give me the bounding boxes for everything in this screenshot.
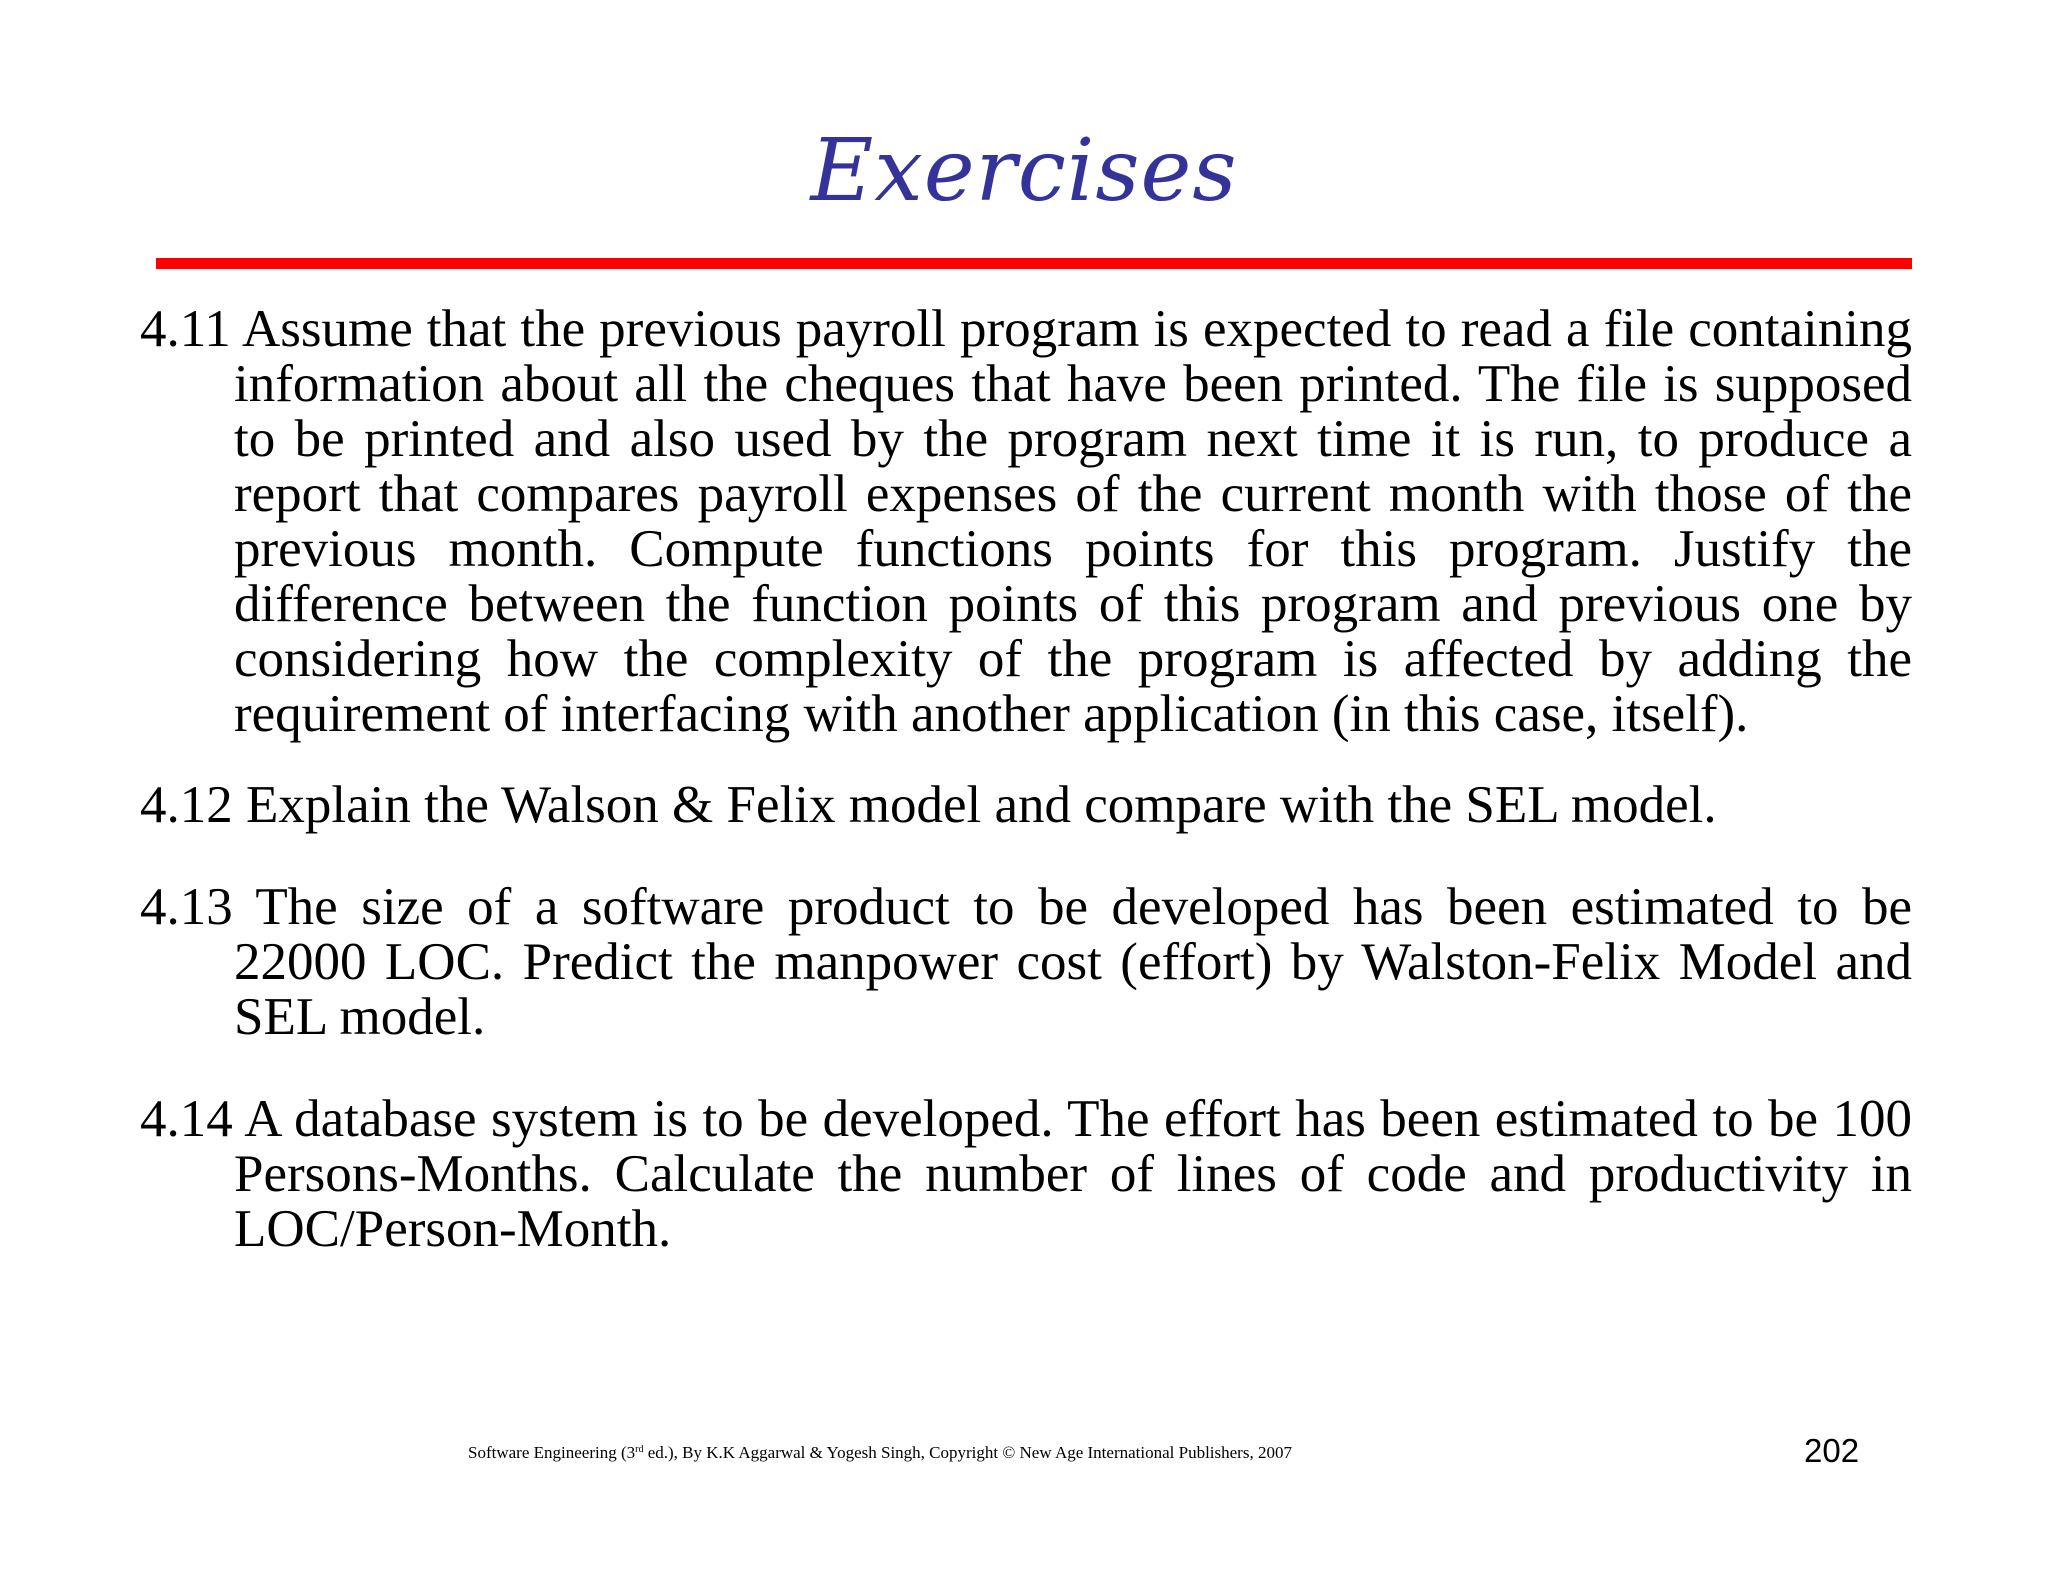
exercise-4-14 — [140, 1092, 1912, 1257]
exercise-text: Explain the Walson & Felix model and compare with the SEL model. — [246, 776, 1717, 834]
exercise-text: A database system is to be developed. The effort has been estimated to be 100 Persons-Months. Calculate the number of lines of code and productivity in LOC/Person-Month. — [234, 1090, 1912, 1258]
slide-title: Exercises — [810, 121, 1238, 221]
page-number: 202 — [1804, 1432, 1860, 1469]
exercise-4-12 — [140, 778, 1912, 833]
exercise-4-13 — [140, 880, 1912, 1045]
footer-superscript: rd — [635, 1444, 644, 1455]
exercise-number: 4.14 — [140, 1090, 233, 1148]
exercise-text: The size of a software product to be developed has been estimated to be 22000 LOC. Predict the manpower cost (effort) by Walston-Felix Model and SEL model. — [234, 878, 1912, 1046]
title-divider — [156, 258, 1912, 269]
footer-suffix: ed.), By K.K Aggarwal & Yogesh Singh, Copyright © New Age International Publishers, 2007 — [643, 1443, 1292, 1462]
exercise-list — [140, 302, 1912, 1257]
footer-citation — [468, 1443, 1292, 1463]
exercise-text: Assume that the previous payroll program is expected to read a file containing information about all the cheques that have been printed. The file is supposed to be printed and also used by the program next time it is run, to produce a report that compares payroll expenses of the current month with those of the previous month. Compute functions points for this program. Justify the difference between the function points of this program and previous one by considering how the complexity of the program is affected by adding the requirement of interfacing with another application (in this case, itself). — [234, 300, 1912, 743]
exercise-number: 4.11 — [140, 300, 231, 358]
exercise-number: 4.12 — [140, 776, 233, 834]
exercise-number: 4.13 — [140, 878, 233, 936]
exercise-4-11 — [140, 302, 1912, 742]
footer-prefix: Software Engineering (3 — [468, 1443, 636, 1462]
